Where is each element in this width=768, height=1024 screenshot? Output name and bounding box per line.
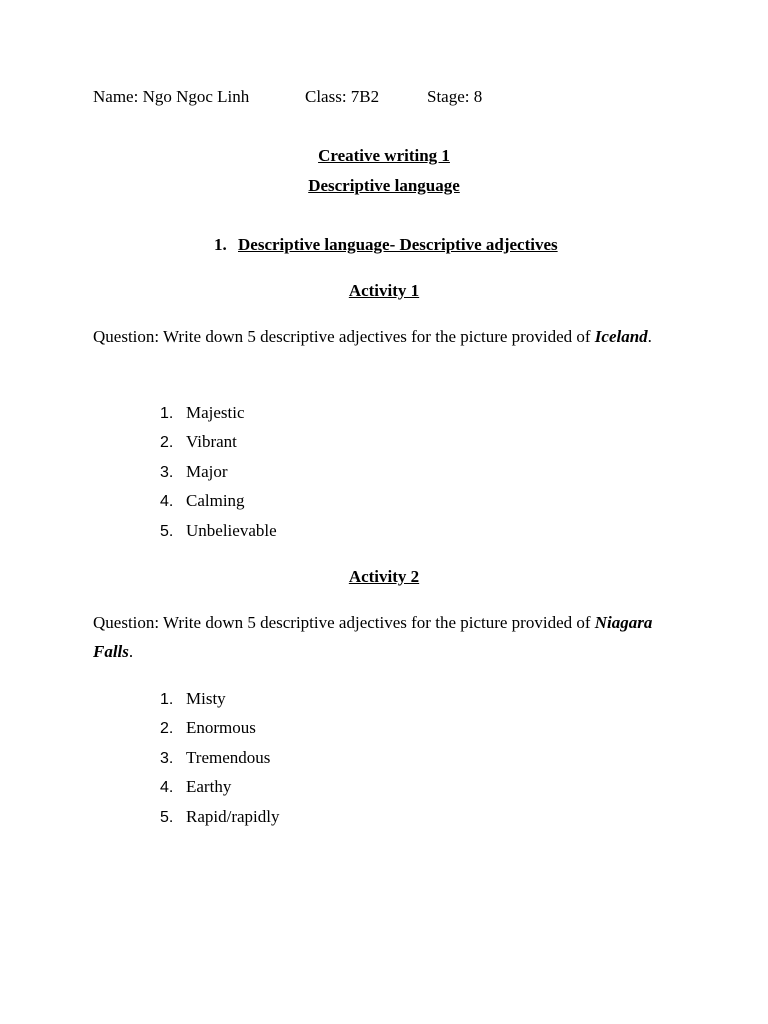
list-item-text: Major: [186, 461, 228, 481]
list-item-number: 5.: [160, 808, 174, 826]
list-item: [160, 689, 279, 718]
list-item-number: 3.: [160, 463, 174, 481]
list-item-text: Enormous: [186, 718, 256, 738]
activity-1-question: [93, 322, 653, 351]
list-item: [160, 521, 277, 550]
activity-1-question-end: .: [647, 327, 652, 346]
list-item: [160, 462, 277, 491]
activity-2-subject: Niagara Falls: [93, 613, 653, 661]
student-name: Name: Ngo Ngoc Linh: [93, 87, 250, 106]
section-heading: [214, 235, 558, 255]
list-item: [160, 403, 277, 432]
list-item-number: 1.: [160, 691, 174, 708]
list-item-text: Vibrant: [186, 432, 237, 452]
list-item-text: Calming: [186, 491, 245, 511]
list-item-text: Earthy: [186, 777, 232, 797]
list-item-number: 3.: [160, 749, 174, 767]
document-subtitle: Descriptive language: [308, 176, 460, 195]
list-item: [160, 432, 277, 461]
list-item-text: Rapid/rapidly: [186, 806, 280, 826]
list-item: [160, 807, 279, 836]
list-item-number: 5.: [160, 522, 174, 540]
activity-2-question: [93, 608, 653, 666]
activity-2-answer-list: [160, 689, 279, 836]
list-item: [160, 491, 277, 520]
list-item-text: Unbelievable: [186, 520, 277, 540]
activity-2-title: Activity 2: [348, 567, 420, 586]
student-stage: Stage: 8: [427, 87, 483, 106]
section-heading-text: Descriptive language- Descriptive adjectives: [238, 235, 558, 254]
list-item: [160, 777, 279, 806]
list-item: [160, 718, 279, 747]
section-number: 1.: [214, 235, 227, 254]
activity-2-question-end: .: [128, 642, 134, 661]
activity-1-answer-list: [160, 403, 277, 550]
list-item-number: 4.: [160, 493, 174, 511]
list-item-number: 4.: [160, 779, 174, 797]
activity-1-question-text: Question: Write down 5 descriptive adjectives for the picture provided of: [93, 327, 591, 346]
list-item-text: Tremendous: [186, 747, 271, 767]
list-item-number: 2.: [160, 434, 174, 452]
document-title: Creative writing 1: [318, 146, 450, 165]
list-item-text: Majestic: [186, 403, 245, 422]
activity-2-question-text: Question: Write down 5 descriptive adjectives for the picture provided of: [93, 613, 591, 632]
list-item-text: Misty: [186, 689, 226, 708]
list-item: [160, 748, 279, 777]
activity-1-title: Activity 1: [348, 281, 420, 300]
student-class: Class: 7B2: [305, 87, 380, 106]
activity-1-subject: Iceland: [594, 327, 648, 346]
list-item-number: 1.: [160, 405, 174, 422]
list-item-number: 2.: [160, 720, 174, 738]
